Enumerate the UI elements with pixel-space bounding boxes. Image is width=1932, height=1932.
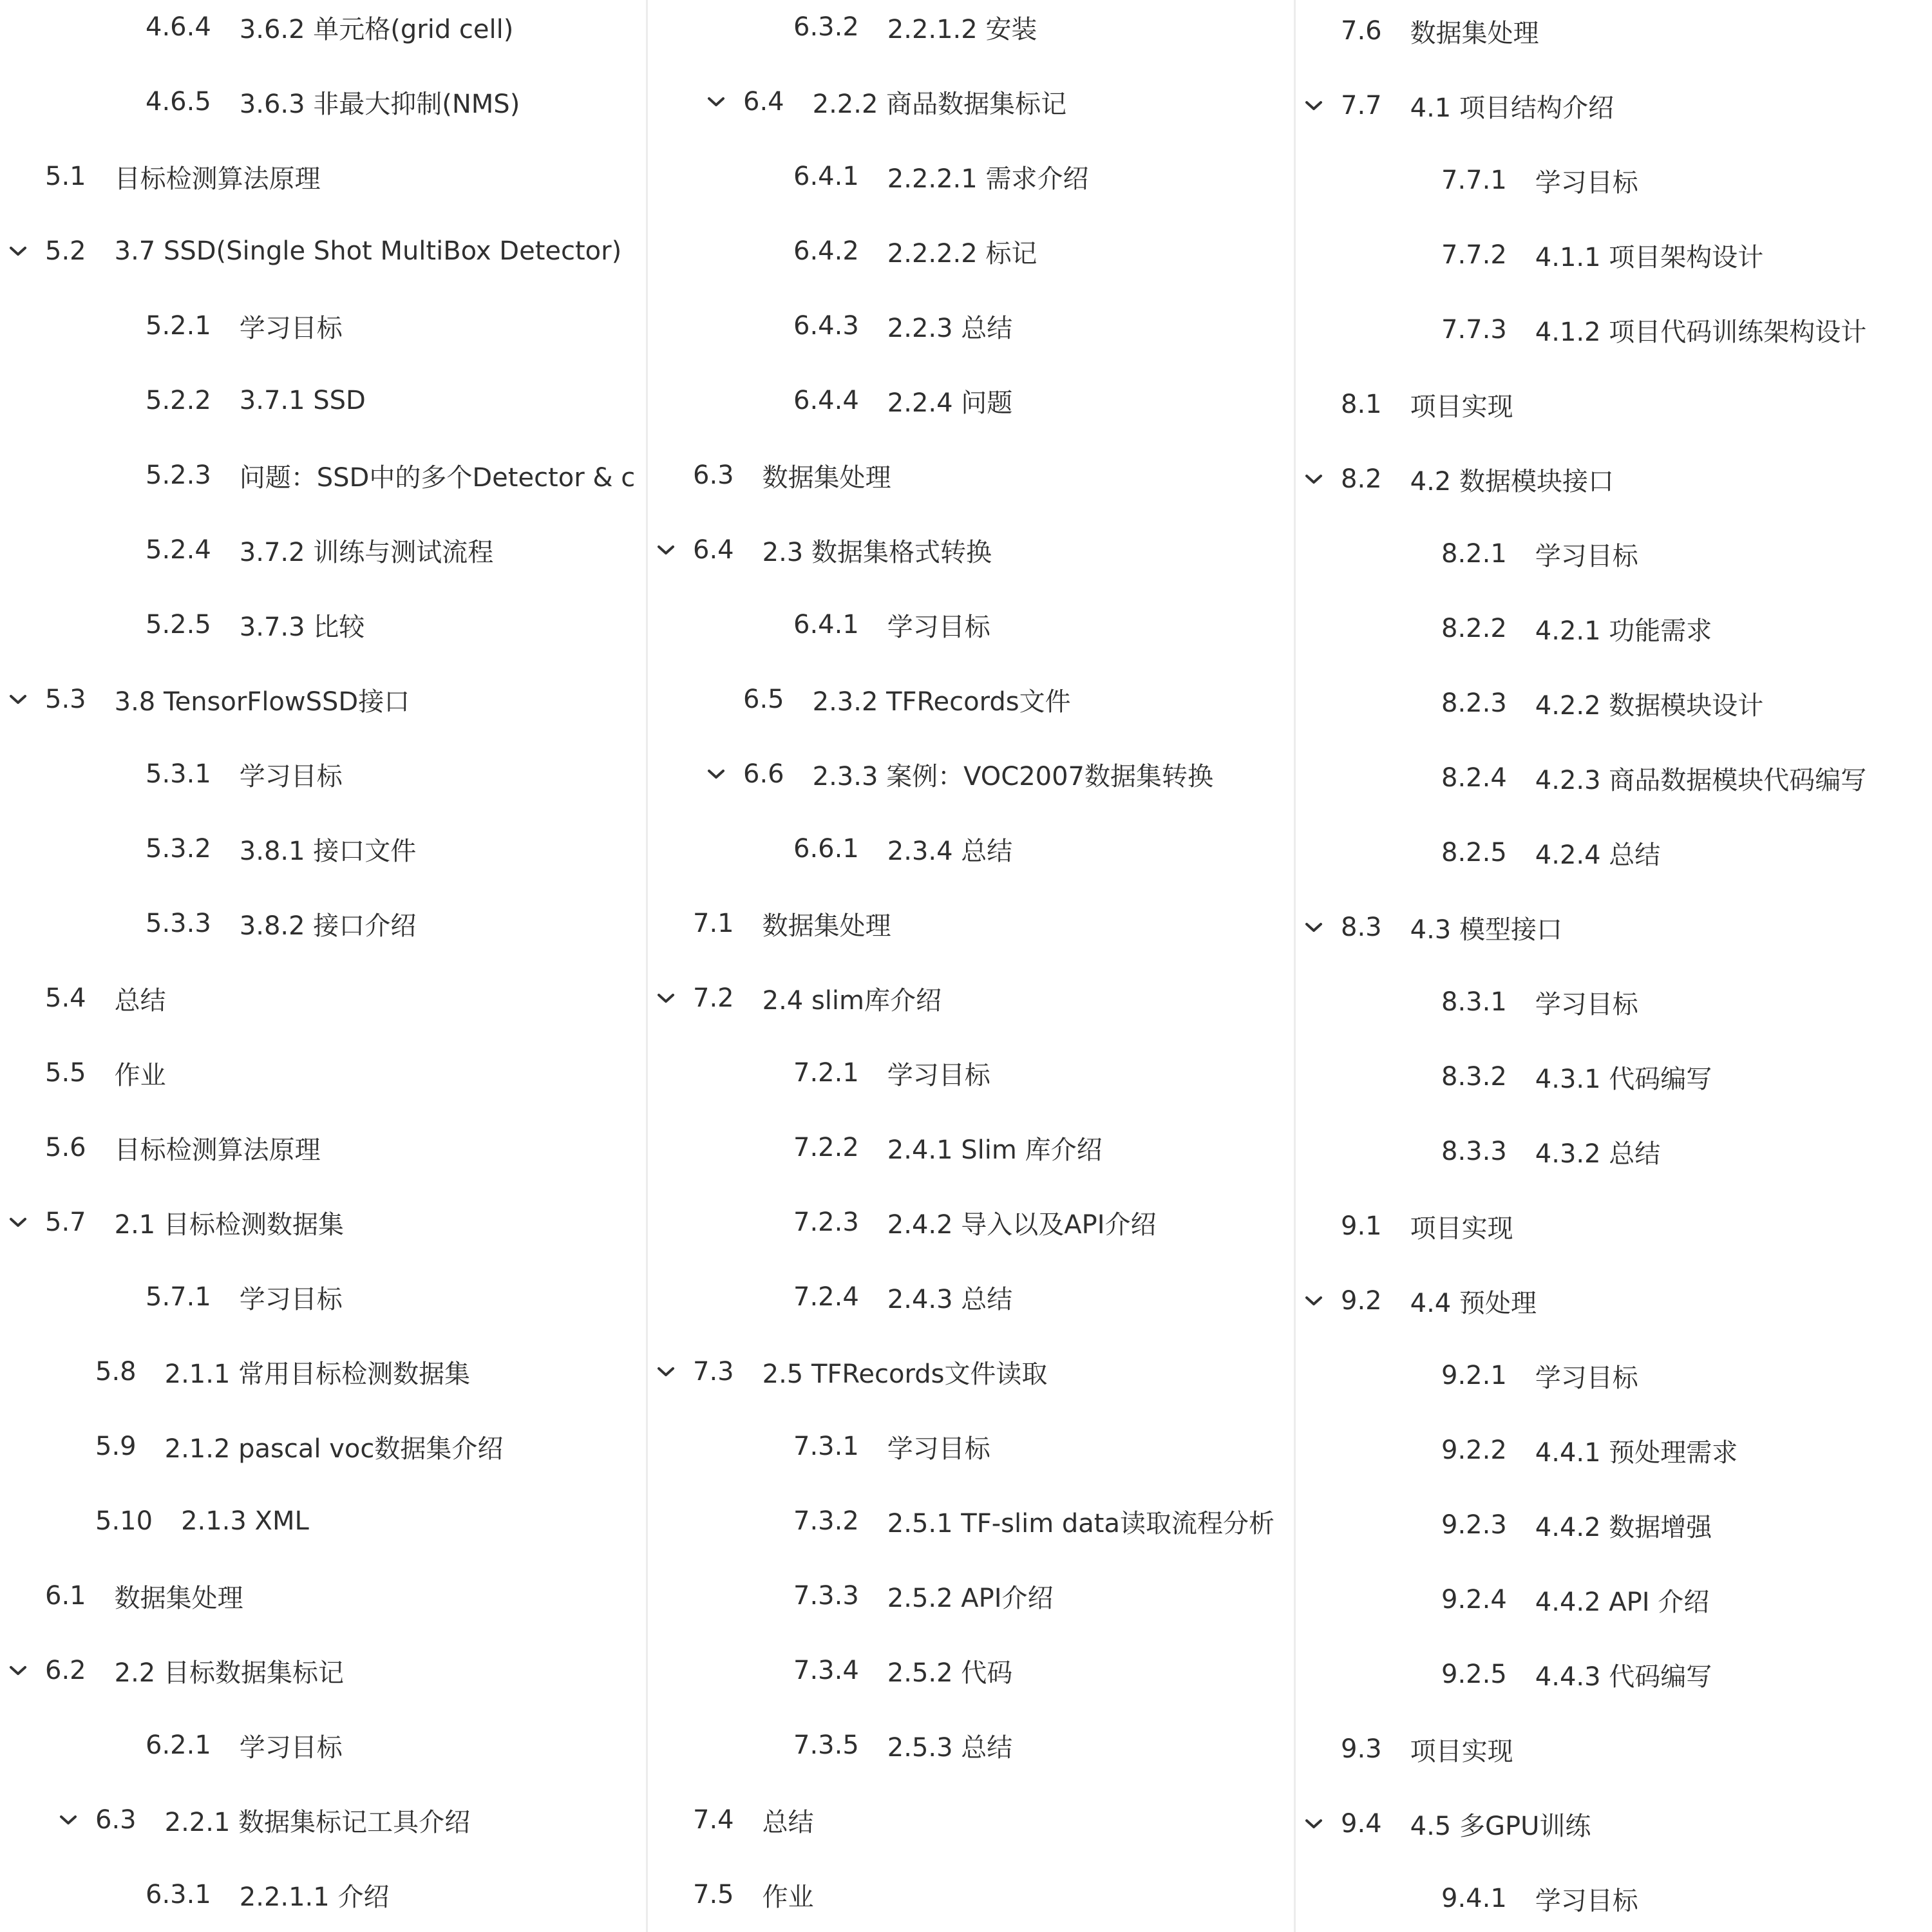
toc-item[interactable] xyxy=(0,214,646,289)
toc-item-number: 7.3.4 xyxy=(793,1656,859,1685)
toc-item-title: 4.2.3 商品数据模块代码编写 xyxy=(1535,765,1867,795)
toc-item[interactable] xyxy=(648,1708,1294,1783)
toc-item-number: 5.10 xyxy=(95,1506,153,1536)
toc-item[interactable] xyxy=(648,737,1294,811)
toc-item[interactable] xyxy=(648,513,1294,587)
toc-item[interactable] xyxy=(648,1260,1294,1334)
toc-item[interactable] xyxy=(1296,815,1932,890)
toc-item[interactable] xyxy=(648,1036,1294,1110)
toc-item[interactable] xyxy=(1296,367,1932,442)
toc-item-number: 9.2 xyxy=(1341,1286,1382,1316)
toc-item[interactable] xyxy=(1296,68,1932,143)
toc-item[interactable] xyxy=(648,1558,1294,1633)
toc-item-number: 6.4 xyxy=(693,535,734,565)
toc-item-title: 4.5 多GPU训练 xyxy=(1410,1811,1591,1841)
chevron-down-icon[interactable] xyxy=(1301,1288,1327,1314)
chevron-down-icon[interactable] xyxy=(5,1658,31,1683)
toc-item-title: 学习目标 xyxy=(1535,989,1638,1019)
toc-item-title: 4.1.1 项目架构设计 xyxy=(1535,242,1764,272)
toc-item-title: 4.4.2 数据增强 xyxy=(1535,1512,1712,1542)
toc-item-number: 6.6 xyxy=(743,759,784,789)
toc-item-title: 学习目标 xyxy=(239,1732,343,1763)
toc-item-number: 5.4 xyxy=(45,983,86,1013)
toc-item-number: 8.3.3 xyxy=(1441,1137,1507,1166)
toc-item-number: 6.3 xyxy=(95,1805,137,1835)
toc-item-number: 8.3 xyxy=(1341,913,1382,942)
toc-item-number: 4.6.5 xyxy=(146,87,211,117)
toc-item[interactable] xyxy=(648,438,1294,513)
toc-item-number: 5.6 xyxy=(45,1133,86,1162)
toc-item[interactable] xyxy=(0,1783,646,1857)
toc-item-title: 学习目标 xyxy=(239,1284,343,1314)
toc-item-title: 2.5.1 TF-slim data读取流程分析 xyxy=(887,1508,1274,1539)
toc-item-number: 7.3.1 xyxy=(793,1432,859,1461)
toc-item-number: 6.6.1 xyxy=(793,834,859,864)
chevron-down-icon[interactable] xyxy=(1301,93,1327,118)
toc-item-title: 2.4.2 导入以及API介绍 xyxy=(887,1209,1157,1240)
toc-item-number: 9.2.3 xyxy=(1441,1510,1507,1540)
toc-item[interactable] xyxy=(648,1334,1294,1409)
toc-item-number: 8.2.5 xyxy=(1441,838,1507,867)
toc-item-title: 目标检测算法原理 xyxy=(114,1135,321,1165)
toc-item-title: 3.6.3 非最大抑制(NMS) xyxy=(239,89,520,119)
toc-item-number: 6.4 xyxy=(743,87,784,117)
toc-item[interactable] xyxy=(1296,591,1932,666)
toc-item[interactable] xyxy=(0,139,646,214)
toc-item-title: 2.2.2 商品数据集标记 xyxy=(812,89,1067,119)
toc-item-number: 8.3.1 xyxy=(1441,987,1507,1017)
toc-item-number: 9.3 xyxy=(1341,1734,1382,1764)
toc-item-number: 8.2.1 xyxy=(1441,539,1507,569)
toc-item[interactable] xyxy=(1296,1637,1932,1712)
toc-item[interactable] xyxy=(0,1484,646,1558)
toc-item[interactable] xyxy=(1296,890,1932,965)
toc-item-number: 8.2.2 xyxy=(1441,614,1507,643)
toc-item-title: 3.6.2 单元格(grid cell) xyxy=(239,14,514,44)
chevron-down-icon[interactable] xyxy=(5,1209,31,1235)
toc-item-title: 4.2.4 总结 xyxy=(1535,840,1661,870)
toc-item[interactable] xyxy=(1296,0,1932,68)
toc-item[interactable] xyxy=(0,0,646,64)
toc-item[interactable] xyxy=(0,961,646,1036)
toc-item-number: 6.3.2 xyxy=(793,12,859,42)
toc-item[interactable] xyxy=(648,64,1294,139)
toc-item[interactable] xyxy=(648,587,1294,662)
toc-item-title: 学习目标 xyxy=(239,761,343,791)
toc-column-3 xyxy=(1296,0,1932,1932)
toc-column-2 xyxy=(648,0,1294,1932)
toc-item-title: 3.8 TensorFlowSSD接口 xyxy=(114,687,410,717)
toc-item-title: 学习目标 xyxy=(887,612,990,642)
toc-item-title: 4.3.1 代码编写 xyxy=(1535,1064,1712,1094)
toc-item-number: 9.2.4 xyxy=(1441,1585,1507,1615)
toc-item[interactable] xyxy=(0,1334,646,1409)
toc-item[interactable] xyxy=(0,1260,646,1334)
toc-item[interactable] xyxy=(0,886,646,961)
toc-item-title: 2.2 目标数据集标记 xyxy=(114,1658,344,1688)
toc-item[interactable] xyxy=(0,662,646,737)
toc-item-title: 4.2.1 功能需求 xyxy=(1535,616,1712,646)
toc-item-number: 5.2.3 xyxy=(146,460,211,490)
toc-item-number: 5.2 xyxy=(45,236,86,266)
toc-item-title: 4.4.1 预处理需求 xyxy=(1535,1437,1738,1468)
toc-item[interactable] xyxy=(0,1558,646,1633)
toc-item-number: 7.4 xyxy=(693,1805,734,1835)
toc-item-title: 4.4.3 代码编写 xyxy=(1535,1662,1712,1692)
toc-item-number: 5.3 xyxy=(45,685,86,714)
toc-item-title: 4.2 数据模块接口 xyxy=(1410,466,1614,497)
toc-item-title: 项目实现 xyxy=(1410,1213,1513,1244)
toc-item-number: 6.4.2 xyxy=(793,236,859,266)
toc-item-title: 2.1 目标检测数据集 xyxy=(114,1209,344,1240)
chevron-down-icon[interactable] xyxy=(5,238,31,264)
chevron-down-icon[interactable] xyxy=(55,1807,81,1833)
toc-item-title: 学习目标 xyxy=(1535,1886,1638,1916)
toc-item-number: 7.2.1 xyxy=(793,1058,859,1088)
toc-item[interactable] xyxy=(648,1110,1294,1185)
toc-item[interactable] xyxy=(1296,1861,1932,1932)
toc-item-number: 7.7.2 xyxy=(1441,240,1507,270)
toc-item[interactable] xyxy=(0,1409,646,1484)
toc-item-number: 5.2.5 xyxy=(146,610,211,639)
toc-item[interactable] xyxy=(0,1185,646,1260)
toc-item[interactable] xyxy=(1296,1338,1932,1413)
toc-item-title: 2.5 TFRecords文件读取 xyxy=(762,1359,1048,1389)
toc-item-number: 7.2 xyxy=(693,983,734,1013)
toc-item-title: 作业 xyxy=(114,1060,166,1090)
toc-item[interactable] xyxy=(648,0,1294,64)
toc-item-title: 项目实现 xyxy=(1410,1736,1513,1766)
toc-item[interactable] xyxy=(0,1633,646,1708)
chevron-down-icon[interactable] xyxy=(1301,466,1327,492)
toc-item-title: 2.3.2 TFRecords文件 xyxy=(812,687,1071,717)
toc-item[interactable] xyxy=(648,1857,1294,1932)
toc-item-number: 5.1 xyxy=(45,162,86,191)
toc-item[interactable] xyxy=(648,662,1294,737)
toc-item-title: 2.5.2 API介绍 xyxy=(887,1583,1054,1613)
toc-item[interactable] xyxy=(648,1783,1294,1857)
toc-item-title: 2.3.3 案例：VOC2007数据集转换 xyxy=(812,761,1213,791)
toc-item-number: 7.3 xyxy=(693,1357,734,1387)
toc-item-number: 7.2.4 xyxy=(793,1282,859,1312)
toc-item-title: 2.4 slim库介绍 xyxy=(762,985,942,1016)
toc-item-title: 作业 xyxy=(762,1882,814,1912)
toc-item-title: 2.5.3 总结 xyxy=(887,1732,1013,1763)
toc-item-number: 9.2.2 xyxy=(1441,1435,1507,1465)
chevron-down-icon[interactable] xyxy=(653,985,679,1011)
toc-item[interactable] xyxy=(1296,143,1932,218)
chevron-down-icon[interactable] xyxy=(703,89,729,115)
toc-item[interactable] xyxy=(1296,292,1932,367)
toc-item-number: 7.2.2 xyxy=(793,1133,859,1162)
toc-item[interactable] xyxy=(648,811,1294,886)
toc-item-title: 3.7 SSD(Single Shot MultiBox Detector) xyxy=(114,236,622,266)
toc-item-number: 5.2.2 xyxy=(146,386,211,415)
chevron-down-icon[interactable] xyxy=(1301,1811,1327,1837)
toc-item-title: 4.1 项目结构介绍 xyxy=(1410,93,1614,123)
toc-item-number: 7.6 xyxy=(1341,16,1382,46)
toc-item-number: 5.2.4 xyxy=(146,535,211,565)
toc-item-number: 8.3.2 xyxy=(1441,1062,1507,1092)
toc-item-title: 学习目标 xyxy=(239,313,343,343)
toc-item[interactable] xyxy=(1296,1189,1932,1264)
toc-item[interactable] xyxy=(0,64,646,139)
toc-item[interactable] xyxy=(1296,1264,1932,1338)
toc-item-number: 5.9 xyxy=(95,1432,137,1461)
toc-item-title: 2.1.3 XML xyxy=(181,1506,309,1536)
toc-item-title: 3.8.2 接口介绍 xyxy=(239,911,417,941)
toc-item[interactable] xyxy=(648,214,1294,289)
toc-item-number: 5.2.1 xyxy=(146,311,211,341)
toc-item-number: 7.2.3 xyxy=(793,1208,859,1237)
toc-item-number: 5.7 xyxy=(45,1208,86,1237)
toc-item-title: 学习目标 xyxy=(887,1060,990,1090)
toc-item-title: 3.7.1 SSD xyxy=(239,386,366,415)
toc-item-title: 3.7.2 训练与测试流程 xyxy=(239,537,494,567)
toc-item[interactable] xyxy=(1296,666,1932,741)
toc-item-title: 2.2.2.1 需求介绍 xyxy=(887,164,1089,194)
toc-item-title: 2.3 数据集格式转换 xyxy=(762,537,992,567)
toc-item-number: 5.3.2 xyxy=(146,834,211,864)
toc-item[interactable] xyxy=(648,289,1294,363)
toc-item[interactable] xyxy=(1296,741,1932,815)
toc-item[interactable] xyxy=(648,961,1294,1036)
toc-item-title: 数据集处理 xyxy=(114,1583,243,1613)
toc-item[interactable] xyxy=(1296,1413,1932,1488)
chevron-down-icon[interactable] xyxy=(653,537,679,563)
toc-item-number: 9.4 xyxy=(1341,1809,1382,1839)
toc-column-1 xyxy=(0,0,646,1932)
toc-item-title: 2.4.3 总结 xyxy=(887,1284,1013,1314)
toc-item[interactable] xyxy=(1296,1712,1932,1786)
toc-item[interactable] xyxy=(0,363,646,438)
toc-item-number: 8.1 xyxy=(1341,390,1382,419)
chevron-down-icon[interactable] xyxy=(5,687,31,712)
toc-item-title: 2.2.3 总结 xyxy=(887,313,1013,343)
toc-item-title: 2.2.1 数据集标记工具介绍 xyxy=(164,1807,471,1837)
toc-item-title: 2.3.4 总结 xyxy=(887,836,1013,866)
toc-item-title: 4.4.2 API 介绍 xyxy=(1535,1587,1710,1617)
toc-item[interactable] xyxy=(0,737,646,811)
toc-item-number: 7.3.2 xyxy=(793,1506,859,1536)
toc-item-title: 总结 xyxy=(762,1807,814,1837)
toc-item[interactable] xyxy=(0,1036,646,1110)
toc-item-number: 6.4.4 xyxy=(793,386,859,415)
toc-item[interactable] xyxy=(648,1409,1294,1484)
toc-item-title: 4.2.2 数据模块设计 xyxy=(1535,690,1764,721)
toc-item-title: 2.2.1.2 安装 xyxy=(887,14,1037,44)
toc-item[interactable] xyxy=(0,513,646,587)
toc-item-number: 6.3.1 xyxy=(146,1880,211,1909)
toc-item[interactable] xyxy=(648,1185,1294,1260)
toc-item-number: 7.7.1 xyxy=(1441,166,1507,195)
toc-item-number: 7.7 xyxy=(1341,91,1382,120)
toc-item[interactable] xyxy=(1296,1114,1932,1189)
toc-item-title: 2.4.1 Slim 库介绍 xyxy=(887,1135,1103,1165)
toc-item-title: 问题：SSD中的多个Detector & c xyxy=(239,462,636,493)
toc-item[interactable] xyxy=(648,1633,1294,1708)
toc-item-title: 学习目标 xyxy=(1535,541,1638,571)
toc-item-title: 4.1.2 项目代码训练架构设计 xyxy=(1535,317,1867,347)
toc-item-number: 8.2 xyxy=(1341,464,1382,494)
toc-item-number: 6.2 xyxy=(45,1656,86,1685)
toc-item-number: 6.2.1 xyxy=(146,1730,211,1760)
toc-item-number: 7.1 xyxy=(693,909,734,938)
toc-item[interactable] xyxy=(1296,1562,1932,1637)
toc-item-number: 7.5 xyxy=(693,1880,734,1909)
toc-item-number: 5.3.3 xyxy=(146,909,211,938)
toc-item-number: 5.7.1 xyxy=(146,1282,211,1312)
toc-item-title: 数据集处理 xyxy=(1410,18,1539,48)
toc-item-title: 4.3 模型接口 xyxy=(1410,914,1562,945)
toc-item[interactable] xyxy=(1296,218,1932,292)
toc-item[interactable] xyxy=(1296,1039,1932,1114)
toc-item-title: 4.3.2 总结 xyxy=(1535,1139,1661,1169)
toc-item-title: 学习目标 xyxy=(887,1434,990,1464)
toc-item[interactable] xyxy=(0,438,646,513)
toc-item-title: 3.8.1 接口文件 xyxy=(239,836,417,866)
toc-item-number: 9.2.1 xyxy=(1441,1361,1507,1390)
toc-item-title: 2.2.1.1 介绍 xyxy=(239,1882,390,1912)
toc-item-title: 2.5.2 代码 xyxy=(887,1658,1013,1688)
toc-item-title: 目标检测算法原理 xyxy=(114,164,321,194)
toc-item-number: 8.2.3 xyxy=(1441,688,1507,718)
toc-item-title: 2.1.2 pascal voc数据集介绍 xyxy=(164,1434,504,1464)
toc-item-number: 6.4.1 xyxy=(793,610,859,639)
toc-item-number: 7.3.5 xyxy=(793,1730,859,1760)
toc-item-title: 项目实现 xyxy=(1410,392,1513,422)
toc-item-title: 4.4 预处理 xyxy=(1410,1288,1537,1318)
toc-item-number: 7.3.3 xyxy=(793,1581,859,1611)
toc-item[interactable] xyxy=(648,363,1294,438)
toc-item-title: 学习目标 xyxy=(1535,167,1638,198)
toc-item-number: 6.4.3 xyxy=(793,311,859,341)
toc-item-title: 2.1.1 常用目标检测数据集 xyxy=(164,1359,471,1389)
toc-item-number: 6.5 xyxy=(743,685,784,714)
toc-item-number: 4.6.4 xyxy=(146,12,211,42)
toc-item[interactable] xyxy=(1296,1488,1932,1562)
toc-item-number: 5.5 xyxy=(45,1058,86,1088)
toc-item-title: 数据集处理 xyxy=(762,911,891,941)
toc-item[interactable] xyxy=(0,1110,646,1185)
toc-item[interactable] xyxy=(648,139,1294,214)
toc-item[interactable] xyxy=(1296,965,1932,1039)
toc-item[interactable] xyxy=(1296,1786,1932,1861)
toc-item[interactable] xyxy=(0,289,646,363)
toc-item[interactable] xyxy=(1296,516,1932,591)
toc-item[interactable] xyxy=(0,587,646,662)
toc-item[interactable] xyxy=(0,1708,646,1783)
toc-item-number: 9.2.5 xyxy=(1441,1660,1507,1689)
toc-item[interactable] xyxy=(1296,442,1932,516)
toc-item-number: 7.7.3 xyxy=(1441,315,1507,345)
toc-item-title: 学习目标 xyxy=(1535,1363,1638,1393)
toc-item-title: 总结 xyxy=(114,985,166,1016)
toc-item-title: 2.2.2.2 标记 xyxy=(887,238,1037,269)
toc-item[interactable] xyxy=(648,1484,1294,1558)
chevron-down-icon[interactable] xyxy=(653,1359,679,1385)
toc-item-number: 6.3 xyxy=(693,460,734,490)
toc-item-title: 2.2.4 问题 xyxy=(887,388,1013,418)
toc-item-number: 9.4.1 xyxy=(1441,1884,1507,1913)
toc-item[interactable] xyxy=(0,811,646,886)
toc-item-title: 3.7.3 比较 xyxy=(239,612,365,642)
toc-item[interactable] xyxy=(648,886,1294,961)
chevron-down-icon[interactable] xyxy=(1301,914,1327,940)
toc-item[interactable] xyxy=(0,1857,646,1932)
toc-item-number: 5.3.1 xyxy=(146,759,211,789)
toc-item-number: 8.2.4 xyxy=(1441,763,1507,793)
toc-item-number: 6.1 xyxy=(45,1581,86,1611)
toc-item-number: 6.4.1 xyxy=(793,162,859,191)
toc-item-title: 数据集处理 xyxy=(762,462,891,493)
toc-item-number: 5.8 xyxy=(95,1357,137,1387)
toc-item-number: 9.1 xyxy=(1341,1211,1382,1241)
chevron-down-icon[interactable] xyxy=(703,761,729,787)
